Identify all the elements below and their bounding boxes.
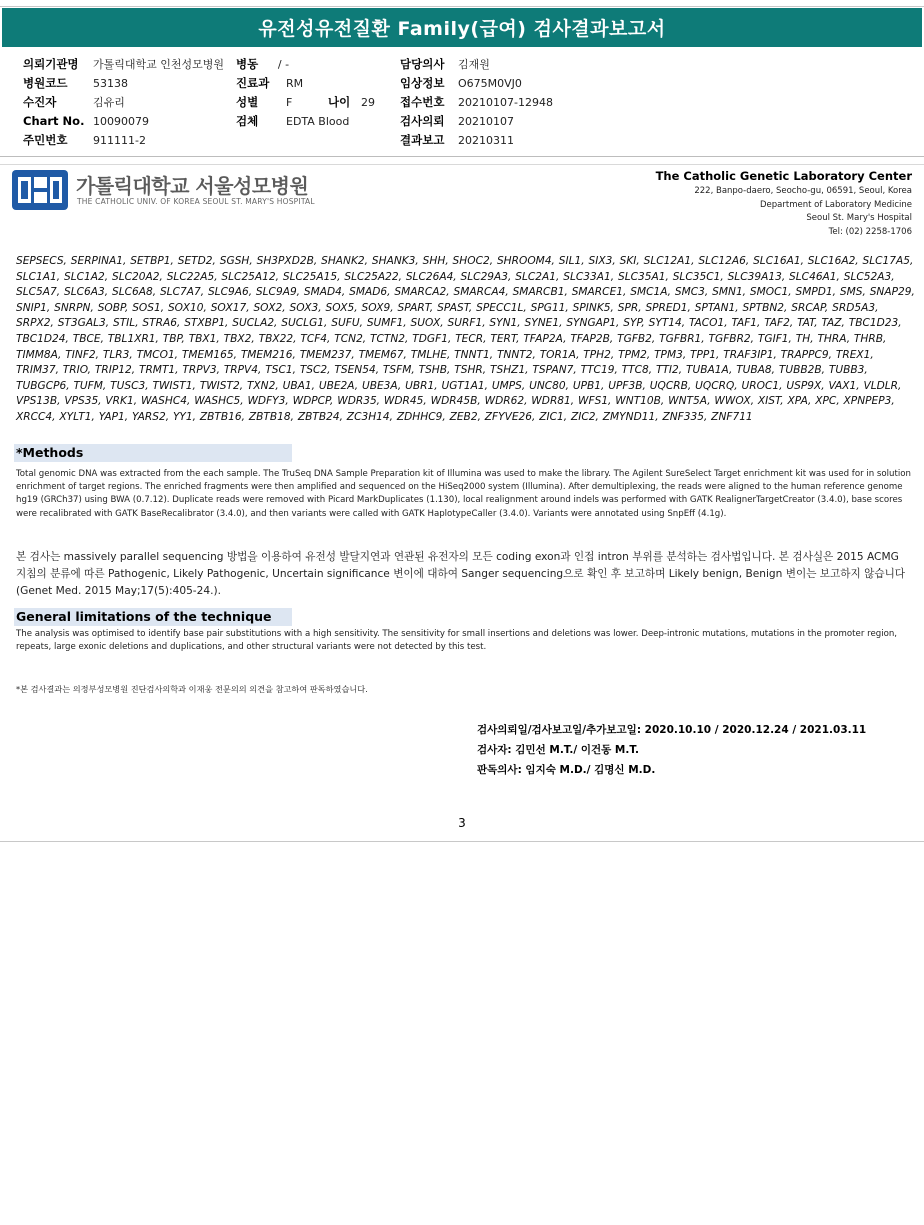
info-row: 수진자 김유리 <box>23 95 125 109</box>
methods-text: Total genomic DNA was extracted from the each sample. The TruSeq DNA Sample Preparation kit of Illumina was used to make the library. The Agilent SureSelect Target enrichment kit was used for in solution enrichment of target regions. The enriched fragments were then amplified and sequenced on the HiSeq2000 system (Illumina). After demultiplexing, the reads were aligned to the human reference genome hg19 (GRCh37) using BWA (0.7.12). Duplicate reads were removed with Picard MarkDuplicates (1.130), local realignment around indels was performed with GATK RealignerTargetCreator (3.4.0), base scores were recalibrated with GATK BaseRecalibrator (3.4.0), and then variants were called with GATK HaplotypeCaller (3.4.0). Variants were annotated using SnpEff (4.1g). <box>16 469 911 519</box>
info-row: 임상정보 O675M0VJ0 <box>400 76 522 90</box>
methods-heading: *Methods <box>14 444 292 462</box>
limitations-heading: General limitations of the technique <box>14 608 292 626</box>
lab-center-name: The Catholic Genetic Laboratory Center <box>655 169 912 183</box>
header-divider-2 <box>0 164 924 165</box>
page-number: 3 <box>458 816 466 830</box>
header-divider <box>0 156 924 157</box>
interpretation-note: *본 검사결과는 의정부성모병원 진단검사의학과 이재웅 전문의의 의견을 참고하여 판독하였습니다. <box>16 684 368 694</box>
reader-signature: 판독의사: 임지숙 M.D./ 김명신 M.D. <box>477 764 656 776</box>
dept-field: 진료과 RM <box>236 76 304 90</box>
patient-info-col3 <box>400 55 553 150</box>
hospital-name-kr: 가톨릭대학교 서울성모병원 <box>76 174 309 198</box>
info-row: 검사의뢰 20210107 <box>400 114 514 128</box>
report-title-bar <box>2 8 922 47</box>
top-rule <box>0 6 924 7</box>
info-row: 결과보고 20210311 <box>400 133 514 147</box>
info-row: 주민번호 911111-2 <box>23 133 146 147</box>
info-row: 접수번호 20210107-12948 <box>400 95 553 109</box>
sex-age-field: 성별 F 나이 29 <box>236 95 375 109</box>
report-dates: 검사의뢰일/검사보고일/추가보고일: 2020.10.10 / 2020.12.24 / 2021.03.11 <box>477 724 867 736</box>
report-title: 유전성유전질환 Family(급여) 검사결과보고서 <box>258 18 666 40</box>
methods-korean-text: 본 검사는 massively parallel sequencing 방법을 이용하여 유전성 발달지연과 연관된 유전자의 모든 coding exon과 인접 intron 부위를 분석하는 검사법입니다. 본 검사실은 2015 ACMG 지침의 분류에 따른 Pathogenic, Likely Pathogenic, Uncertain significance 변이에 대하여 Sanger sequencing으로 확인 후 보고하며 Likely benign, Benign 변이는 보고하지 않습니다(Genet Med. 2015 May;17(5):405-24.). <box>16 551 906 597</box>
info-row: Chart No. 10090079 <box>23 114 149 128</box>
info-row: 의뢰기관명 가톨릭대학교 인천성모병원 <box>23 57 225 71</box>
ward-field: 병동 / - <box>236 57 290 71</box>
info-row: 병원코드 53138 <box>23 76 128 90</box>
info-row: 담당의사 김재원 <box>400 57 490 71</box>
lab-center-address: 222, Banpo-daero, Seocho-gu, 06591, Seoul, Korea Department of Laboratory Medicine Seoul St. Mary's Hospital Tel: (02) 2258-1706 <box>694 186 912 237</box>
hospital-logo-icon <box>12 170 68 210</box>
bottom-rule <box>0 841 924 842</box>
hospital-name-en: THE CATHOLIC UNIV. OF KOREA SEOUL ST. MARY'S HOSPITAL <box>77 197 315 206</box>
patient-info-col1 <box>23 55 224 150</box>
specimen-field: 검체 EDTA Blood <box>236 114 350 128</box>
gene-list: SEPSECS, SERPINA1, SETBP1, SETD2, SGSH, SH3PXD2B, SHANK2, SHANK3, SHH, SHOC2, SHROOM4, SIL1, SIX3, SKI, SLC12A1, SLC12A6, SLC16A1, SLC16A2, SLC17A5, SLC1A1, SLC1A2, SLC20A2, SLC22A5, SLC25A12, SLC25A15, SLC25A22, SLC26A4, SLC29A3, SLC2A1, SLC33A1, SLC35A1, SLC35C1, SLC39A13, SLC46A1, SLC52A3, SLC5A7, SLC6A3, SLC6A8, SLC7A7, SLC9A6, SLC9A9, SMAD4, SMAD6, SMARCA2, SMARCA4, SMARCB1, SMARCE1, SMC1A, SMC3, SMN1, SMOC1, SMPD1, SMS, SNAP29, SNIP1, SNRPN, SOBP, SOS1, SOX10, SOX17, SOX2, SOX3, SOX5, SOX9, SPART, SPAST, SPECC1L, SPG11, SPINK5, SPR, SPRED1, SPTAN1, SPTBN2, SRCAP, SRD5A3, SRPX2, ST3GAL3, STIL, STRA6, STXBP1, SUCLA2, SUCLG1, SUFU, SUMF1, SUOX, SURF1, SYN1, SYNE1, SYNGAP1, SYP, SYT14, TACO1, TAF1, TAF2, TAT, TAZ, TBC1D23, TBC1D24, TBCE, TBL1XR1, TBP, TBX1, TBX2, TBX22, TCF4, TCN2, TCTN2, TDGF1, TECR, TERT, TFAP2A, TFAP2B, TGFB2, TGFBR1, TGFBR2, TGIF1, TH, THRA, THRB, TIMM8A, TINF2, TLR3, TMCO1, TMEM165, TMEM216, TMEM237, TMEM67, TMLHE, TNNT1, TNNT2, TOR1A, TPH2, TPM2, TPM3, TPP1, TRAF3IP1, TRAPPC9, TREX1, TRIM37, TRIO, TRIP12, TRMT1, TRPV3, TRPV4, TSC1, TSC2, TSEN54, TSFM, TSHB, TSHR, TSHZ1, TSPAN7, TTC19, TTC8, TTI2, TUBA1A, TUBA8, TUBB2B, TUBB3, TUBGCP6, TUFM, TUSC3, TWIST1, TWIST2, TXN2, UBA1, UBE2A, UBE3A, UBR1, UGT1A1, UMPS, UNC80, UPB1, UPF3B, UQCRB, UQCRQ, UROC1, USP9X, VAX1, VLDLR, VPS13B, VPS35, VRK1, WASHC4, WASHC5, WDFY3, WDPCP, WDR35, WDR45, WDR45B, WDR62, WDR81, WFS1, WNT10B, WNT5A, WWOX, XIST, XPA, XPC, XPNPEP3, XRCC4, XYLT1, YAP1, YARS2, YY1, ZBTB16, ZBTB18, ZBTB24, ZC3H14, ZDHHC9, ZEB2, ZFYVE26, ZIC1, ZIC2, ZMYND11, ZNF335, ZNF711 <box>16 255 915 423</box>
limitations-text: The analysis was optimised to identify base pair substitutions with a high sensitivity. The sensitivity for small insertions and deletions was lower. Deep-intronic mutations, mutations in the promoter region, repeats, large exonic deletions and duplications, and other structural variants were not detected by this test. <box>16 629 898 653</box>
tester-signature: 검사자: 김민선 M.T./ 이건동 M.T. <box>477 744 639 756</box>
